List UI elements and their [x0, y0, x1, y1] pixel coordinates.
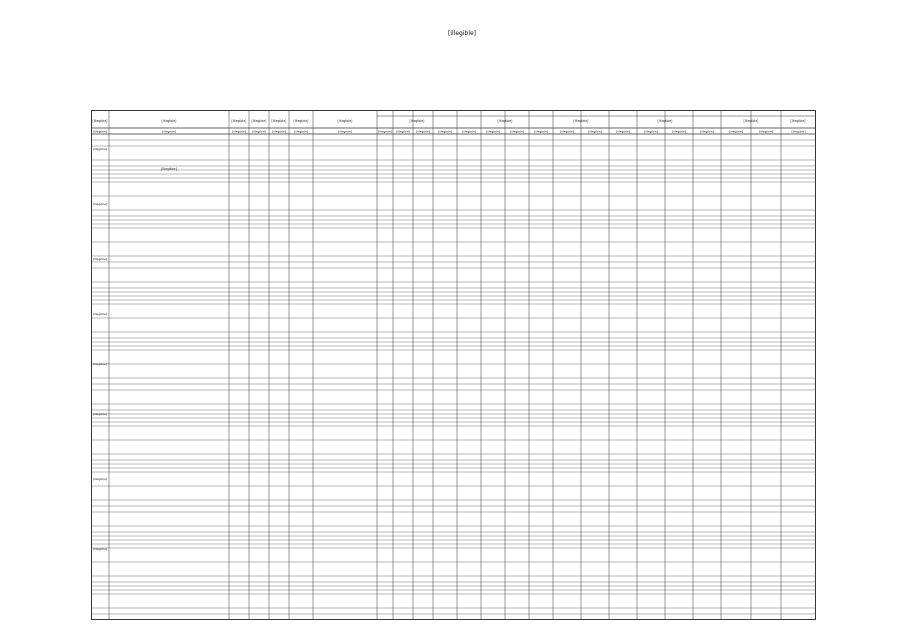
column-number: [illegible]	[92, 129, 108, 134]
column-number: [illegible]	[728, 129, 744, 134]
column-number: [illegible]	[671, 129, 687, 134]
column-number: [illegible]	[293, 129, 309, 134]
document-table	[91, 110, 816, 620]
header-cell: [illegible]	[231, 119, 247, 123]
section-number: [illegible]	[92, 312, 108, 316]
header-cell: [illegible]	[409, 119, 425, 123]
header-cell: [illegible]	[271, 119, 287, 123]
header-cell: [illegible]	[293, 119, 309, 123]
section-number: [illegible]	[92, 477, 108, 481]
column-number: [illegible]	[337, 129, 353, 134]
section-number: [illegible]	[92, 147, 108, 151]
column-number: [illegible]	[395, 129, 411, 134]
header-cell: [illegible]	[743, 119, 759, 123]
header-cell: [illegible]	[497, 119, 513, 123]
column-number: [illegible]	[587, 129, 603, 134]
column-number: [illegible]	[161, 129, 177, 134]
column-number: [illegible]	[231, 129, 247, 134]
table-body-text: [illegible]	[161, 167, 177, 171]
section-number: [illegible]	[92, 257, 108, 261]
header-cell: [illegible]	[657, 119, 673, 123]
section-number: [illegible]	[92, 202, 108, 206]
column-number: [illegible]	[791, 129, 806, 134]
header-cell: [illegible]	[161, 119, 177, 123]
header-cell: [illegible]	[92, 119, 108, 123]
page-number: [illegible]	[448, 30, 477, 37]
table-border	[92, 111, 816, 620]
header-cell: [illegible]	[337, 119, 353, 123]
column-number: [illegible]	[437, 129, 453, 134]
column-number: [illegible]	[509, 129, 525, 134]
column-number: [illegible]	[461, 129, 477, 134]
column-number: [illegible]	[559, 129, 575, 134]
column-number: [illegible]	[758, 129, 774, 134]
column-number: [illegible]	[699, 129, 715, 134]
section-number: [illegible]	[92, 362, 108, 366]
section-number: [illegible]	[92, 412, 108, 416]
column-number: [illegible]	[485, 129, 501, 134]
header-cell: [illegible]	[573, 119, 589, 123]
column-number: [illegible]	[643, 129, 659, 134]
column-number: [illegible]	[377, 129, 393, 134]
column-number: [illegible]	[251, 129, 267, 134]
header-cell: [illegible]	[790, 119, 806, 123]
column-number: [illegible]	[533, 129, 549, 134]
header-cell: [illegible]	[251, 119, 267, 123]
column-number: [illegible]	[271, 129, 287, 134]
column-number: [illegible]	[415, 129, 431, 134]
section-number: [illegible]	[92, 547, 108, 551]
column-number: [illegible]	[615, 129, 631, 134]
